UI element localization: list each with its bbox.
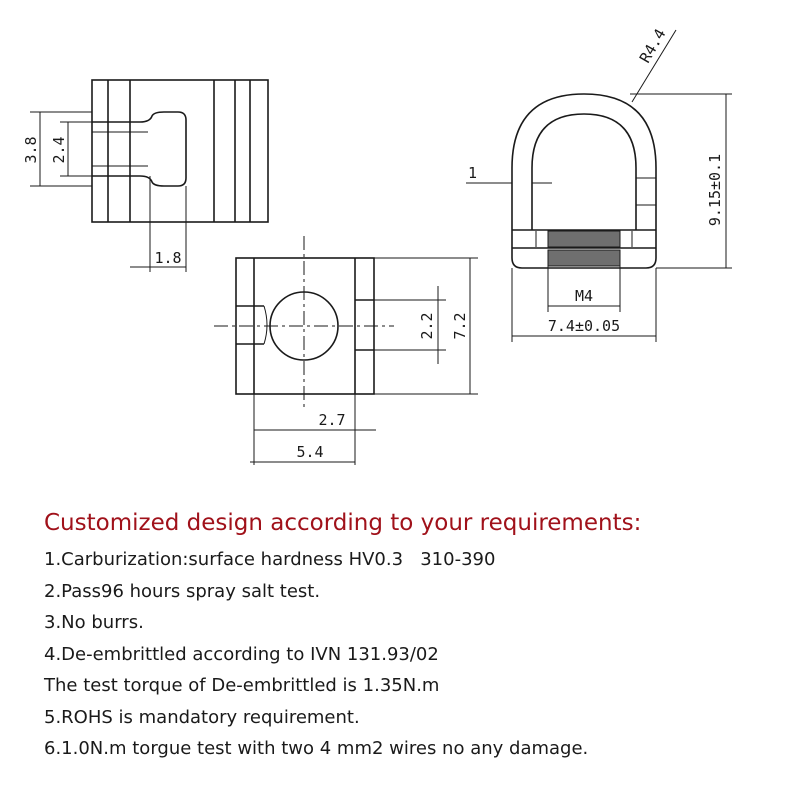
requirement-item: The test torque of De-embrittled is 1.35N.m xyxy=(44,675,440,696)
dim-2-2: 2.2 xyxy=(418,312,436,340)
requirement-item: 2.Pass96 hours spray salt test. xyxy=(44,580,321,602)
clip-view xyxy=(466,26,732,342)
requirement-item: 3.No burrs. xyxy=(44,612,144,633)
dim-5-4: 5.4 xyxy=(296,443,324,461)
requirement-item: 5.ROHS is mandatory requirement. xyxy=(44,706,360,728)
dim-2-4: 2.4 xyxy=(50,136,68,164)
dim-9-15: 9.15±0.1 xyxy=(706,153,724,227)
requirements-section xyxy=(44,508,784,765)
dim-2-7: 2.7 xyxy=(318,411,346,429)
dim-7-4: 7.4±0.05 xyxy=(547,317,621,335)
dim-7-2: 7.2 xyxy=(451,312,469,340)
dim-r4-4: R4.4 xyxy=(635,25,670,66)
requirements-heading: Customized design according to your requirements: xyxy=(44,510,642,536)
dim-1: 1 xyxy=(468,164,478,182)
dim-1-8: 1.8 xyxy=(154,249,182,267)
dim-3-8: 3.8 xyxy=(22,136,40,164)
requirement-item: 4.De-embrittled according to IVN 131.93/02 xyxy=(44,643,439,665)
side-view xyxy=(22,80,268,272)
requirement-item: 6.1.0N.m torgue test with two 4 mm2 wires no any damage. xyxy=(44,738,589,759)
front-view xyxy=(214,236,478,465)
dim-m4: M4 xyxy=(574,287,594,305)
requirement-item: 1.Carburization:surface hardness HV0.3 310-390 xyxy=(44,549,496,570)
